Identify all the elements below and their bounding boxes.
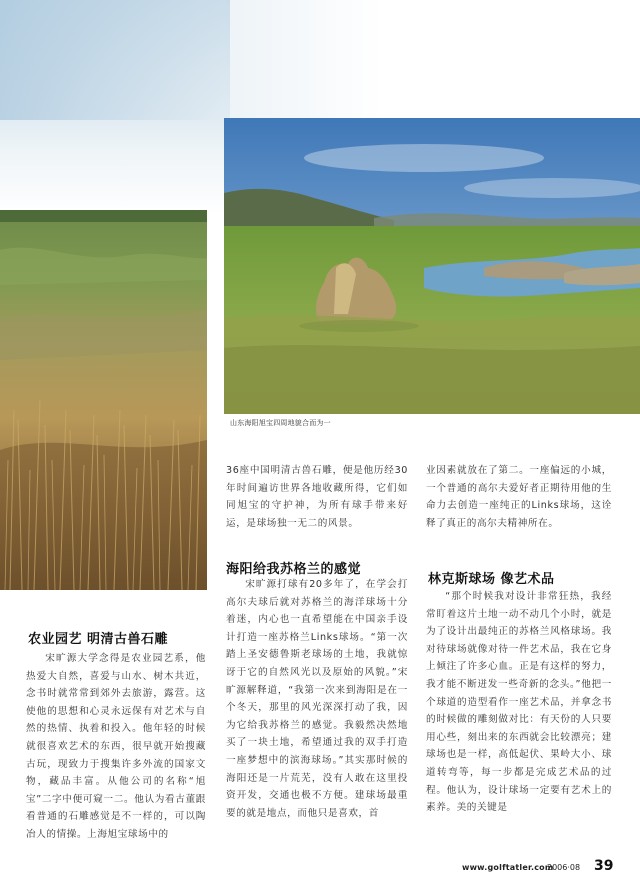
left-column: [26, 650, 206, 844]
right-column-top: [426, 462, 612, 532]
paragraph: 宋旷源大学念得是农业园艺系，他热爱大自然，喜爱与山水、树木共近，念书时就常常到郊外去旅游，露营。这使他的思想和心灵永远保有对艺术与自然的热情、执着和投入。他年轻的时候就很喜欢艺术的东西，很早就开始搜藏古玩，现致力于搜集许多外流的国家文物，藏品丰富。从他公司的名称“旭宝”二字中便可窥一二。他认为看古董跟看普通的石雕感觉是不一样的，可以陶冶人的情操。上海旭宝球场中的: [26, 653, 206, 840]
footer-date: 2006·08: [547, 863, 581, 872]
golf-course-photo: [224, 118, 640, 414]
middle-column-top: [226, 462, 408, 532]
sky-gradient: [0, 0, 640, 120]
paragraph: “那个时候我对设计非常狂热，我经常盯着这片土地一动不动几个小时，就是为了设计出最纯正的苏格兰风格球场。我对待球场就像对待一件艺术品，我在它身上倾注了许多心血。正是有这样的努力，我才能不断迸发一些奇新的念头。”他把一个球道的造型看作一座艺术品，并拿念书的时候做的雕刻做对比：有天份的人只要用心些，刻出来的东西就会比较漂亮；建球场也是一样，高低起伏、果岭大小、球道转弯等，每一步都是完成艺术品的过程。他认为，设计球场一定要有艺术上的素养。美的关键是: [426, 591, 612, 814]
paragraph: 宋旷源打球有20多年了，在学会打高尔夫球后就对苏格兰的海洋球场十分着迷，内心也一直希望能在中国亲手设计打造一座苏格兰Links球场。“第一次踏上圣安德鲁斯老球场的土地，我就惊讶于它的自然风光以及原始的风貌。”宋旷源解释道，“我第一次来到海阳是在一个冬天，那里的风光深深打动了我，因为它给我苏格兰的感觉。我毅然决然地买了一块土地，希望通过我的双手打造一座梦想中的滨海球场。”其实那时候的海阳还是一片荒芜，没有人敢在这里投资开发，交通也极不方便。建球场最重要的就是地点，而他只是喜欢，首: [226, 579, 408, 819]
photo-caption: 山东海阳旭宝四周地貌合而为一: [230, 419, 331, 427]
middle-column-body: [226, 576, 408, 822]
section-heading-links: 林克斯球场 像艺术品: [428, 572, 555, 587]
paragraph: 业因素就放在了第二。一座偏远的小城，一个普通的高尔夫爱好者正期待用他的生命力去创造一座纯正的Links球场，这诠释了真正的高尔夫精神所在。: [426, 465, 612, 529]
paragraph: 36座中国明清古兽石雕，便是他历经30年时间遍访世界各地收藏所得，它们如同旭宝的守护神，为所有球手带来好运，是球场独一无二的风景。: [226, 465, 408, 529]
footer-url: www.golftatler.com: [462, 863, 554, 872]
section-heading-haiyang: 海阳给我苏格兰的感觉: [226, 562, 362, 577]
grass-field-photo: [0, 210, 207, 590]
right-column-body: [426, 588, 612, 817]
page-number: 39: [594, 858, 614, 874]
section-heading-farming: 农业园艺 明清古兽石雕: [28, 632, 169, 647]
